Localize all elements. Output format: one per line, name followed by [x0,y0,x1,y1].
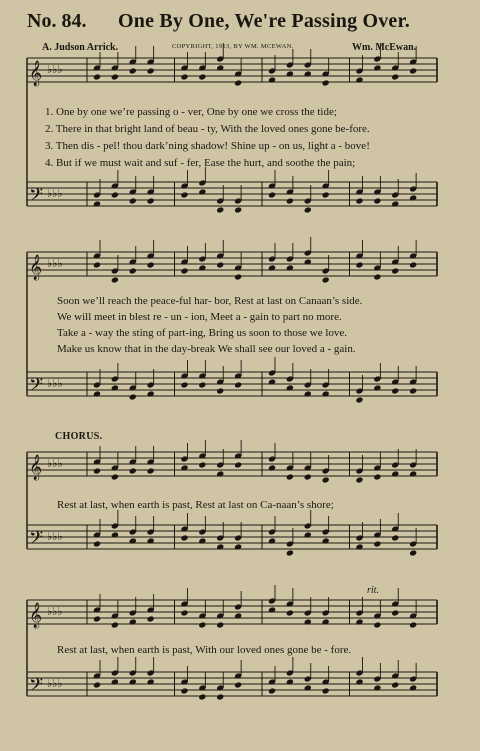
verse-lyric-line: 3. Then dis - pel! thou dark’ning shadow! Shine up - on us, light a - bove! [45,140,370,152]
ritardando-mark: rit. [367,585,379,596]
chorus-lyric-line: Rest at last, when earth is past, Rest at last on Ca-naan’s shore; [57,499,334,511]
svg-text:♭♭♭: ♭♭♭ [47,530,63,543]
svg-text:𝄞: 𝄞 [29,455,43,480]
svg-text:𝄢: 𝄢 [29,675,44,700]
copyright-notice: COPYRIGHT, 1913, BY WM. MCEWAN. [172,43,294,50]
lyricist-credit: A. Judson Arrick. [42,42,119,53]
chorus-label: CHORUS. [55,431,103,442]
svg-text:♭♭♭: ♭♭♭ [47,605,63,618]
hymn-number: No. 84. [27,10,87,32]
clefs-and-keys [29,60,63,700]
svg-text:𝄢: 𝄢 [29,528,44,553]
composer-credit: Wm. McEwan. [352,42,417,53]
svg-text:𝄞: 𝄞 [29,603,43,628]
hymn-title: One By One, We're Passing Over. [118,10,410,32]
svg-text:𝄢: 𝄢 [29,375,44,400]
verse-lyric-line: 4. But if we must wait and suf - fer, Ease the hurt, and soothe the pain; [45,157,356,169]
svg-text:𝄞: 𝄞 [29,255,43,280]
svg-text:𝄞: 𝄞 [29,61,43,86]
verse-lyric-line: Make us know that in the day-break We shall see our loved a - gain. [57,343,356,355]
verse-lyric-line: 1. One by one we’re passing o - ver, One by one we cross the tide; [45,106,337,118]
verse-lyric-line: We will meet in blest re - un - ion, Meet a - gain to part no more. [57,311,342,323]
svg-text:♭♭♭: ♭♭♭ [47,187,63,200]
verse-lyric-line: Soon we’ll reach the peace-ful har- bor, Rest at last on Canaan’s side. [57,295,363,307]
svg-text:♭♭♭: ♭♭♭ [47,257,63,270]
svg-text:♭♭♭: ♭♭♭ [47,377,63,390]
svg-text:𝄢: 𝄢 [29,185,44,210]
verse-lyric-line: Take a - way the sting of part-ing, Bring us soon to those we love. [57,327,348,339]
verse-lyric-line: 2. There in that bright land of beau - ty, With the loved ones gone be-fore. [45,123,370,135]
svg-text:♭♭♭: ♭♭♭ [47,457,63,470]
svg-text:♭♭♭: ♭♭♭ [47,63,63,76]
chorus-lyric-line: Rest at last, when earth is past, With our loved ones gone be - fore. [57,644,352,656]
staff-lines [27,58,437,696]
svg-text:♭♭♭: ♭♭♭ [47,677,63,690]
